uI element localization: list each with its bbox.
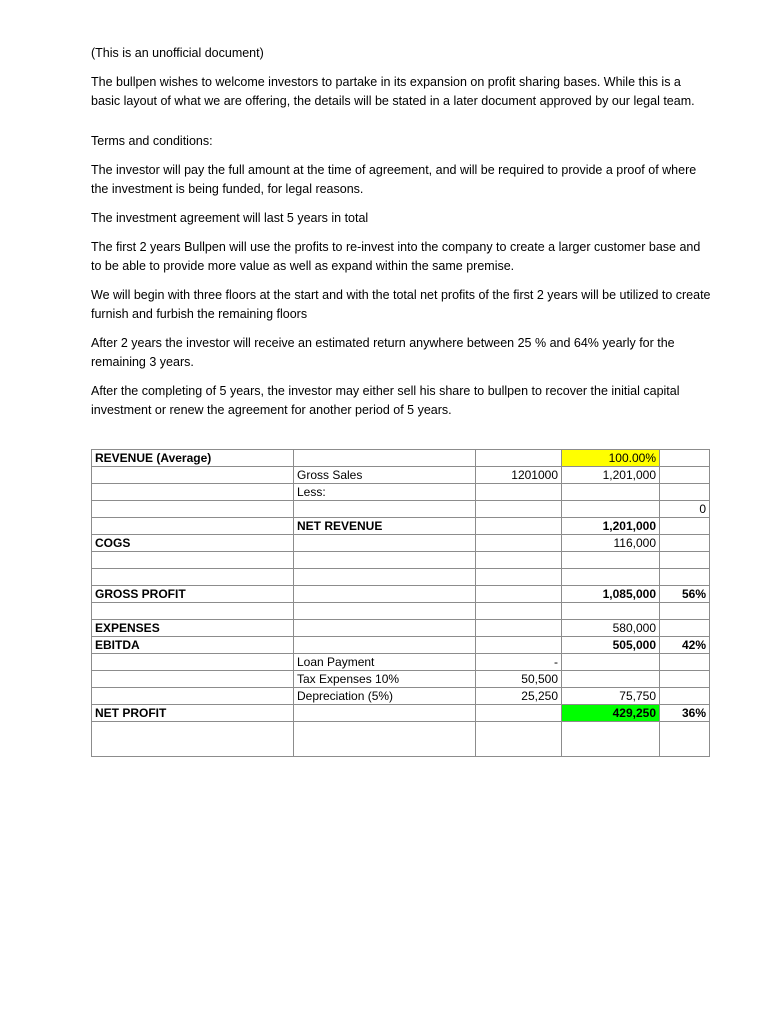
blank-row: [92, 569, 710, 586]
table-cell: [92, 501, 294, 518]
table-cell: 1201000: [476, 467, 562, 484]
table-cell: [294, 722, 476, 757]
table-cell: [476, 620, 562, 637]
table-cell: 75,750: [562, 688, 660, 705]
table-cell: 42%: [660, 637, 710, 654]
table-cell: [92, 603, 294, 620]
table-cell: -: [476, 654, 562, 671]
document-text: [91, 44, 711, 430]
table-cell: [660, 654, 710, 671]
disclaimer-line: (This is an unofficial document): [91, 46, 264, 60]
blank-row: [92, 603, 710, 620]
table-cell: [660, 569, 710, 586]
table-cell: [92, 569, 294, 586]
blank-row: [92, 552, 710, 569]
table-cell: 429,250: [562, 705, 660, 722]
table-cell: 116,000: [562, 535, 660, 552]
table-cell: [660, 484, 710, 501]
table-cell: [562, 552, 660, 569]
table-cell: [660, 722, 710, 757]
table-cell: [476, 518, 562, 535]
table-cell: [294, 586, 476, 603]
table-cell: 1,085,000: [562, 586, 660, 603]
table-cell: [92, 654, 294, 671]
table-cell: [294, 535, 476, 552]
table-cell: [660, 671, 710, 688]
cogs-row: [92, 535, 710, 552]
table-cell: [476, 552, 562, 569]
table-cell: [294, 603, 476, 620]
gross-sales-row: [92, 467, 710, 484]
less-row: [92, 484, 710, 501]
table-cell: Gross Sales: [294, 467, 476, 484]
table-cell: [476, 569, 562, 586]
table-cell: [476, 586, 562, 603]
table-cell: [294, 552, 476, 569]
table-cell: 56%: [660, 586, 710, 603]
table-cell: [92, 688, 294, 705]
table-cell: [294, 501, 476, 518]
table-cell: [92, 671, 294, 688]
revenue-row: [92, 450, 710, 467]
table-cell: 25,250: [476, 688, 562, 705]
table-cell: [660, 688, 710, 705]
table-cell: [92, 552, 294, 569]
table-cell: [476, 484, 562, 501]
ebitda-row: [92, 637, 710, 654]
table-cell: 1,201,000: [562, 467, 660, 484]
terms-paragraph-return: After 2 years the investor will receive an estimated return anywhere between 25 % and 64% yearly for the remaining 3 years.: [91, 336, 675, 369]
table-cell: [476, 705, 562, 722]
table-cell: [92, 722, 294, 757]
table-cell: [294, 569, 476, 586]
table-cell: 580,000: [562, 620, 660, 637]
table-cell: EBITDA: [92, 637, 294, 654]
table-cell: [660, 552, 710, 569]
terms-paragraph-reinvest: The first 2 years Bullpen will use the profits to re-invest into the company to create a larger customer base and to be able to provide more value as well as expand within the same premise.: [91, 240, 701, 273]
net-profit-row: [92, 705, 710, 722]
tax-expenses-row: [92, 671, 710, 688]
gross-profit-row: [92, 586, 710, 603]
table-cell: [476, 603, 562, 620]
table-cell: [92, 467, 294, 484]
table-cell: 505,000: [562, 637, 660, 654]
table-cell: [660, 620, 710, 637]
table-cell: 0: [660, 501, 710, 518]
table-cell: REVENUE (Average): [92, 450, 294, 467]
intro-paragraph: The bullpen wishes to welcome investors to partake in its expansion on profit sharing bases. While this is a basic layout of what we are offering, the details will be stated in a later document approved by our legal team.: [91, 75, 695, 108]
table-cell: [660, 603, 710, 620]
table-cell: Depreciation (5%): [294, 688, 476, 705]
table-cell: [294, 450, 476, 467]
financial-table-body: [92, 450, 710, 757]
net-revenue-row: [92, 518, 710, 535]
depreciation-row: [92, 688, 710, 705]
table-cell: GROSS PROFIT: [92, 586, 294, 603]
table-cell: [92, 518, 294, 535]
table-cell: Loan Payment: [294, 654, 476, 671]
table-cell: [562, 569, 660, 586]
table-cell: [294, 705, 476, 722]
table-cell: [92, 484, 294, 501]
table-cell: [476, 535, 562, 552]
table-cell: [562, 501, 660, 518]
table-cell: NET PROFIT: [92, 705, 294, 722]
loan-payment-row: [92, 654, 710, 671]
terms-paragraph-duration: The investment agreement will last 5 years in total: [91, 211, 369, 225]
table-cell: [660, 450, 710, 467]
terms-heading: Terms and conditions:: [91, 134, 213, 148]
table-cell: [660, 518, 710, 535]
table-cell: [294, 620, 476, 637]
table-cell: NET REVENUE: [294, 518, 476, 535]
expenses-row: [92, 620, 710, 637]
table-cell: [562, 484, 660, 501]
table-cell: [562, 722, 660, 757]
blank-row: [92, 722, 710, 757]
terms-paragraph-floors: We will begin with three floors at the start and with the total net profits of the first 2 years will be utilized to create furnish and furbish the remaining floors: [91, 288, 711, 321]
table-cell: [294, 637, 476, 654]
table-cell: COGS: [92, 535, 294, 552]
table-cell: [562, 603, 660, 620]
table-cell: 36%: [660, 705, 710, 722]
table-cell: 100.00%: [562, 450, 660, 467]
table-cell: [476, 637, 562, 654]
table-cell: [660, 467, 710, 484]
table-cell: Tax Expenses 10%: [294, 671, 476, 688]
table-cell: [476, 450, 562, 467]
terms-paragraph-payment: The investor will pay the full amount at the time of agreement, and will be required to provide a proof of where the investment is being funded, for legal reasons.: [91, 163, 697, 196]
zero-row: [92, 501, 710, 518]
table-cell: 50,500: [476, 671, 562, 688]
table-cell: [660, 535, 710, 552]
table-cell: [476, 722, 562, 757]
table-cell: Less:: [294, 484, 476, 501]
financial-table: [91, 449, 710, 757]
table-cell: [562, 654, 660, 671]
table-cell: [562, 671, 660, 688]
table-cell: [476, 501, 562, 518]
table-cell: EXPENSES: [92, 620, 294, 637]
terms-paragraph-renewal: After the completing of 5 years, the investor may either sell his share to bullpen to recover the initial capital investment or renew the agreement for another period of 5 years.: [91, 384, 680, 417]
table-cell: 1,201,000: [562, 518, 660, 535]
